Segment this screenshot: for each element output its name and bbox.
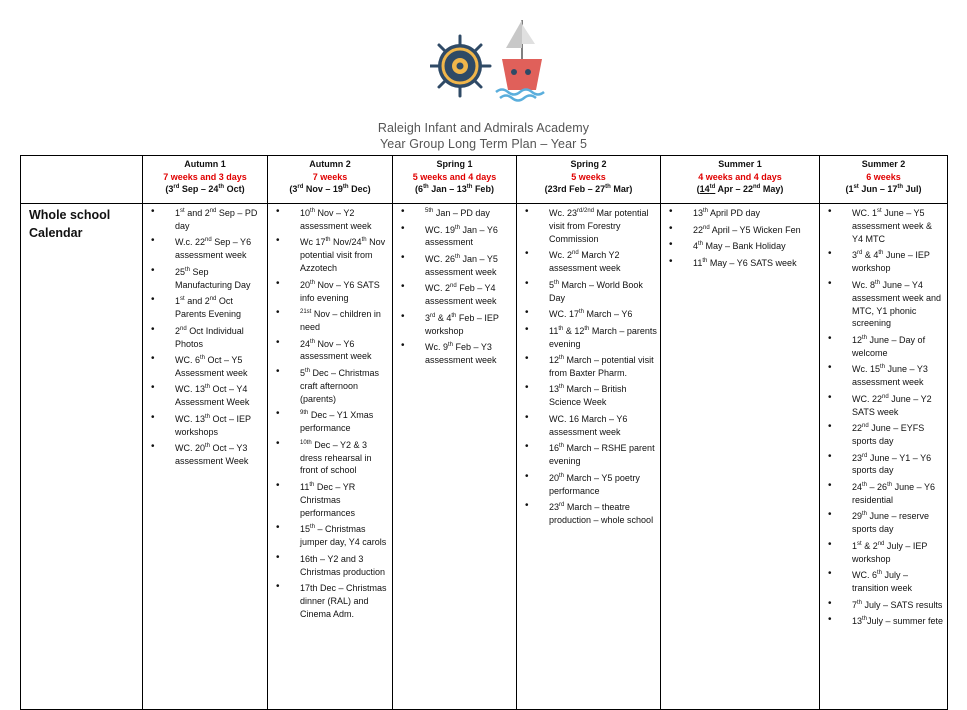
- event-item: • $^{21st}$ Nov – children in need: [268, 308, 390, 334]
- event-item: • 22nd June – EYFS sports day: [820, 422, 945, 448]
- event-list: [393, 204, 516, 367]
- event-item: • 29th June – reserve sports day: [820, 510, 945, 536]
- event-item: • 24th – 26th June – Y6 residential: [820, 481, 945, 507]
- event-item: • 12th June – Day of welcome: [820, 334, 945, 360]
- ships-wheel-icon: [430, 36, 490, 96]
- whole-school-calendar-row: [21, 204, 948, 710]
- event-list: [143, 204, 267, 468]
- event-item: • WC. 13th Oct – Y4 Assessment Week: [143, 383, 265, 409]
- event-item: • WC. 22nd June – Y2 SATS week: [820, 393, 945, 419]
- term-events-cell: [143, 204, 268, 710]
- event-item: • 12th March – potential visit from Baxter Pharm.: [517, 354, 658, 380]
- term-dates: (1st Jun – 17th Jul): [845, 184, 922, 195]
- event-item: • 20th March – Y5 poetry performance: [517, 472, 658, 498]
- event-item: • 23rd March – theatre production – whole school: [517, 501, 658, 527]
- event-item: • 13th March – British Science Week: [517, 383, 658, 409]
- event-item: • 11th & 12th March – parents evening: [517, 325, 658, 351]
- term-length: 4 weeks and 4 days: [698, 171, 782, 182]
- term-length: 7 weeks and 3 days: [163, 171, 247, 182]
- event-item: • $^{10th}$ Dec – Y2 & 3 dress rehearsal in front of school: [268, 439, 390, 478]
- term-length: 5 weeks: [571, 171, 606, 182]
- event-item: • 4th May – Bank Holiday: [661, 240, 817, 253]
- term-header: [820, 156, 948, 204]
- term-dates: (23rd Feb – 27th Mar): [544, 184, 633, 195]
- event-item: • 5th Dec – Christmas craft afternoon (parents): [268, 367, 390, 406]
- long-term-plan-table: [20, 155, 948, 710]
- event-item: • 24th Nov – Y6 assessment week: [268, 338, 390, 364]
- term-header: [268, 156, 393, 204]
- event-item: • WC. 19th Jan – Y6 assessment: [393, 224, 514, 250]
- event-item: • 22nd April – Y5 Wicken Fen: [661, 224, 817, 237]
- event-item: • Wc. $23^{rd/2nd}$ Mar potential visit from Forestry Commission: [517, 207, 658, 246]
- event-item: • 11th May – Y6 SATS week: [661, 257, 817, 270]
- event-item: • WC. 26th Jan – Y5 assessment week: [393, 253, 514, 279]
- term-name: Summer 2: [861, 159, 906, 169]
- event-item: • 1st and 2nd Sep – PD day: [143, 207, 265, 233]
- term-events-cell: [661, 204, 820, 710]
- corner-cell: [21, 156, 143, 204]
- plan-title: Year Group Long Term Plan – Year 5: [379, 137, 588, 151]
- term-events-cell: [268, 204, 393, 710]
- term-length: 6 weeks: [866, 171, 901, 182]
- term-dates: (3rd Nov – 19th Dec): [289, 184, 371, 195]
- event-item: • 20th Nov – Y6 SATS info evening: [268, 279, 390, 305]
- event-item: • 16th March – RSHE parent evening: [517, 442, 658, 468]
- event-list: [820, 204, 947, 628]
- event-item: • 23rd June – Y1 – Y6 sports day: [820, 452, 945, 478]
- row-label: Whole school Calendar: [21, 204, 143, 710]
- event-item: • $^{9th}$ Dec – Y1 Xmas performance: [268, 409, 390, 435]
- event-item: • Wc. 15th June – Y3 assessment week: [820, 363, 945, 389]
- event-item: • 5th March – World Book Day: [517, 279, 658, 305]
- event-item: • 25th Sep Manufacturing Day: [143, 266, 265, 292]
- event-item: • WC. 16 March – Y6 assessment week: [517, 413, 658, 439]
- event-item: • WC. 2nd Feb – Y4 assessment week: [393, 282, 514, 308]
- event-item: • 10th Nov – Y2 assessment week: [268, 207, 390, 233]
- term-header: [517, 156, 661, 204]
- event-list: [517, 204, 660, 527]
- school-name: Raleigh Infant and Admirals Academy: [377, 121, 590, 135]
- event-item: • WC. 6th July – transition week: [820, 569, 945, 595]
- event-item: • WC. 13th Oct – IEP workshops: [143, 413, 265, 439]
- term-name: Spring 2: [570, 159, 607, 169]
- event-item: • 3rd & 4th Feb – IEP workshop: [393, 312, 514, 338]
- event-item: • $^{5th}$ Jan – PD day: [393, 207, 514, 220]
- event-list: [268, 204, 392, 621]
- event-item: • 2nd Oct Individual Photos: [143, 325, 265, 351]
- event-item: • 13thJuly – summer fete: [820, 615, 945, 628]
- event-item: • WC. 1st June – Y5 assessment week & Y4 MTC: [820, 207, 945, 246]
- event-item: • WC. 20th Oct – Y3 assessment Week: [143, 442, 265, 468]
- term-dates: ($14^{td}$ Apr – 22nd May): [696, 184, 784, 195]
- term-name: Autumn 2: [309, 159, 351, 169]
- event-item: • 11th Dec – YR Christmas performances: [268, 481, 390, 520]
- event-item: • 1st and 2nd Oct Parents Evening: [143, 295, 265, 321]
- event-item: • 3rd & 4th June – IEP workshop: [820, 249, 945, 275]
- term-header-row: [21, 156, 948, 204]
- event-item: • 15th – Christmas jumper day, Y4 carols: [268, 523, 390, 549]
- event-list: [661, 204, 819, 269]
- term-header: [393, 156, 517, 204]
- term-events-cell: [820, 204, 948, 710]
- event-item: • WC. 6th Oct – Y5 Assessment week: [143, 354, 265, 380]
- term-header: [143, 156, 268, 204]
- term-header: [661, 156, 820, 204]
- event-item: • Wc. 2nd March Y2 assessment week: [517, 249, 658, 275]
- event-item: • Wc. 8th June – Y4 assessment week and MTC, Y1 phonic screening: [820, 279, 945, 331]
- event-item: • Wc. 9th Feb – Y3 assessment week: [393, 341, 514, 367]
- event-item: • 1st & 2nd July – IEP workshop: [820, 540, 945, 566]
- term-dates: (6th Jan – 13th Feb): [415, 184, 494, 195]
- event-item: • Wc 17th Nov/24th Nov potential visit from Azzotech: [268, 236, 390, 275]
- event-item: • 13th April PD day: [661, 207, 817, 220]
- term-length: 5 weeks and 4 days: [412, 171, 497, 182]
- term-length: 7 weeks: [312, 171, 348, 182]
- sailboat-icon: [496, 20, 544, 101]
- term-events-cell: [517, 204, 661, 710]
- event-item: • WC. 17th March – Y6: [517, 308, 658, 321]
- event-item: • 7th July – SATS results: [820, 599, 945, 612]
- term-dates: (3rd Sep – 24th Oct): [165, 184, 245, 195]
- event-item: • 17th Dec – Christmas dinner (RAL) and Cinema Adm.: [268, 582, 390, 621]
- school-logo: [430, 14, 550, 104]
- term-name: Autumn 1: [184, 159, 226, 169]
- term-name: Spring 1: [436, 159, 473, 169]
- term-events-cell: [393, 204, 517, 710]
- event-item: • W.c. 22nd Sep – Y6 assessment week: [143, 236, 265, 262]
- term-name: Summer 1: [718, 159, 762, 169]
- event-item: • 16th – Y2 and 3 Christmas production: [268, 553, 390, 579]
